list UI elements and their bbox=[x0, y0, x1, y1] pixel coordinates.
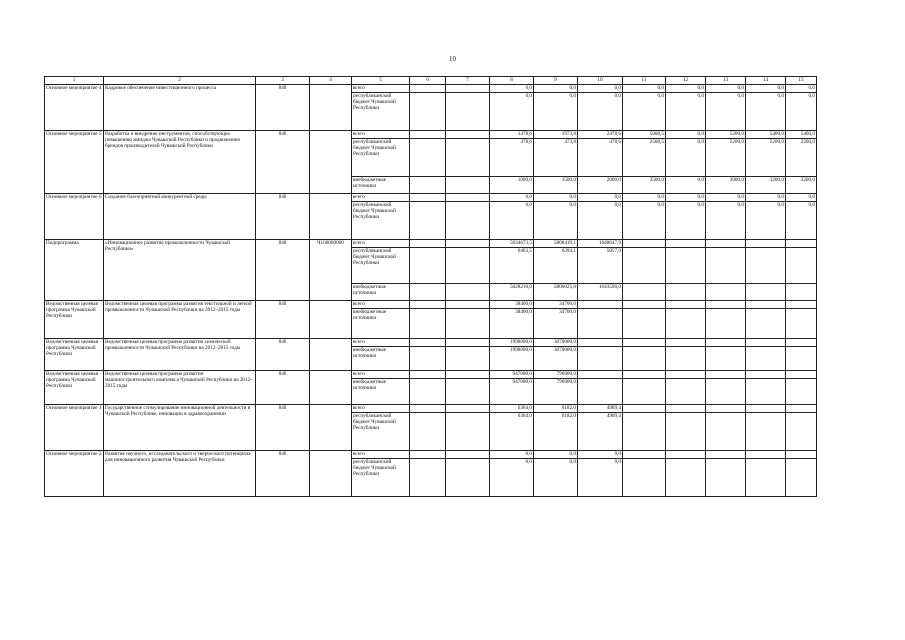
value-cell: 0,0 bbox=[666, 177, 706, 194]
value-cell: 0,0 bbox=[786, 194, 817, 202]
value-cell: 3070000,0 bbox=[534, 347, 578, 371]
status-cell: Ведомственная целевая программа Чувашской Республики bbox=[45, 339, 104, 371]
source-cell: внебюджетные источники bbox=[352, 379, 410, 405]
value-cell: 2200,0 bbox=[706, 139, 746, 177]
value-cell: 0,0 bbox=[578, 451, 623, 459]
value-cell: 0,0 bbox=[706, 85, 746, 93]
value-cell bbox=[666, 339, 706, 347]
code-cell bbox=[310, 371, 352, 405]
blank-cell bbox=[410, 248, 446, 284]
value-cell: 1648647,9 bbox=[578, 240, 623, 248]
value-cell: 6394,1 bbox=[534, 248, 578, 284]
blank-cell bbox=[410, 139, 446, 177]
value-cell bbox=[706, 309, 746, 339]
title-cell: Ведомственная целевая программа развития химической промышленности Чувашской Республики на 2012–2015 годы bbox=[104, 339, 256, 371]
value-cell: 0,0 bbox=[490, 85, 534, 93]
value-cell: 0,0 bbox=[746, 85, 786, 93]
value-cell bbox=[666, 301, 706, 309]
source-cell: республиканский бюджет Чувашской Республики bbox=[352, 248, 410, 284]
value-cell: 0,0 bbox=[666, 131, 706, 139]
value-cell bbox=[786, 240, 817, 248]
budget-table bbox=[44, 76, 817, 497]
value-cell bbox=[706, 284, 746, 301]
value-cell bbox=[623, 379, 666, 405]
grbs-cell: 840 bbox=[256, 194, 310, 240]
value-cell: 0,0 bbox=[706, 202, 746, 240]
table-row bbox=[45, 451, 817, 459]
source-cell: всего bbox=[352, 451, 410, 459]
source-cell: всего bbox=[352, 85, 410, 93]
blank-cell bbox=[410, 93, 446, 131]
value-cell: 0,0 bbox=[534, 85, 578, 93]
source-cell: внебюджетные источники bbox=[352, 284, 410, 301]
blank-cell bbox=[446, 413, 490, 451]
value-cell bbox=[746, 459, 786, 497]
blank-cell bbox=[446, 459, 490, 497]
value-cell bbox=[786, 413, 817, 451]
value-cell: 2478,6 bbox=[578, 131, 623, 139]
table-row bbox=[45, 194, 817, 202]
blank-cell bbox=[410, 284, 446, 301]
value-cell bbox=[746, 240, 786, 248]
value-cell bbox=[578, 347, 623, 371]
blank-cell bbox=[410, 379, 446, 405]
value-cell: 3200,0 bbox=[746, 177, 786, 194]
source-cell: всего bbox=[352, 405, 410, 413]
value-cell bbox=[623, 405, 666, 413]
value-cell: 0,0 bbox=[534, 451, 578, 459]
value-cell: 6182,0 bbox=[534, 413, 578, 451]
value-cell: 478,6 bbox=[578, 139, 623, 177]
grbs-cell: 840 bbox=[256, 301, 310, 339]
value-cell: 1000,0 bbox=[490, 177, 534, 194]
header-cell: 5 bbox=[352, 77, 410, 85]
value-cell: 0,0 bbox=[746, 93, 786, 131]
blank-cell bbox=[410, 405, 446, 413]
blank-cell bbox=[446, 339, 490, 347]
value-cell: 3200,0 bbox=[786, 177, 817, 194]
blank-cell bbox=[446, 248, 490, 284]
value-cell: 5000,5 bbox=[623, 131, 666, 139]
value-cell bbox=[786, 459, 817, 497]
value-cell bbox=[623, 339, 666, 347]
grbs-cell: 840 bbox=[256, 339, 310, 371]
value-cell bbox=[623, 451, 666, 459]
value-cell: 0,0 bbox=[490, 194, 534, 202]
title-cell: Разработка и внедрение инструментов, способствующих повышению имиджа Чувашской Республики и продвижению брендов производителей Чувашской Республики bbox=[104, 131, 256, 194]
value-cell: 0,0 bbox=[746, 202, 786, 240]
code-cell bbox=[310, 339, 352, 371]
blank-cell bbox=[446, 202, 490, 240]
code-cell bbox=[310, 451, 352, 497]
value-cell: 0,0 bbox=[786, 202, 817, 240]
blank-cell bbox=[410, 131, 446, 139]
value-cell bbox=[786, 339, 817, 347]
table-row bbox=[45, 405, 817, 413]
header-cell: 10 bbox=[578, 77, 623, 85]
blank-cell bbox=[446, 347, 490, 371]
blank-cell bbox=[410, 301, 446, 309]
blank-cell bbox=[446, 301, 490, 309]
value-cell bbox=[706, 459, 746, 497]
value-cell: 0,0 bbox=[534, 202, 578, 240]
blank-cell bbox=[410, 177, 446, 194]
value-cell: 34700,0 bbox=[534, 301, 578, 309]
source-cell: всего bbox=[352, 194, 410, 202]
value-cell bbox=[786, 405, 817, 413]
value-cell: 6364,0 bbox=[490, 405, 534, 413]
value-cell bbox=[706, 240, 746, 248]
table-row bbox=[45, 85, 817, 93]
value-cell bbox=[623, 248, 666, 284]
value-cell bbox=[706, 301, 746, 309]
value-cell bbox=[623, 347, 666, 371]
title-cell: Государственное стимулирование инновационной деятельности в Чувашской Республике, инновации в здравоохранении bbox=[104, 405, 256, 451]
blank-cell bbox=[446, 131, 490, 139]
value-cell bbox=[666, 240, 706, 248]
header-cell: 9 bbox=[534, 77, 578, 85]
grbs-cell: 840 bbox=[256, 131, 310, 194]
value-cell: 1643590,0 bbox=[578, 284, 623, 301]
value-cell: 6364,0 bbox=[490, 413, 534, 451]
value-cell bbox=[578, 339, 623, 347]
value-cell bbox=[786, 248, 817, 284]
header-cell: 6 bbox=[410, 77, 446, 85]
value-cell: 0,0 bbox=[578, 459, 623, 497]
value-cell: 0,0 bbox=[706, 93, 746, 131]
status-cell: Подпрограмма bbox=[45, 240, 104, 301]
source-cell: внебюджетные источники bbox=[352, 309, 410, 339]
header-cell: 3 bbox=[256, 77, 310, 85]
title-cell: Ведомственная целевая программа развития машиностроительного комплекса Чувашской Республики на 2012–2015 годы bbox=[104, 371, 256, 405]
table-body bbox=[45, 77, 817, 497]
value-cell: 0,0 bbox=[534, 194, 578, 202]
title-cell: «Инновационное развитие промышленности Чувашской Республики» bbox=[104, 240, 256, 301]
header-cell: 15 bbox=[786, 77, 817, 85]
status-cell: Основное мероприятие 6 bbox=[45, 194, 104, 240]
blank-cell bbox=[410, 240, 446, 248]
page-number: 10 bbox=[449, 55, 456, 63]
value-cell: 0,0 bbox=[666, 194, 706, 202]
value-cell: 0,0 bbox=[623, 85, 666, 93]
table-row bbox=[45, 339, 817, 347]
value-cell: 0,0 bbox=[623, 93, 666, 131]
value-cell: 0,0 bbox=[623, 194, 666, 202]
blank-cell bbox=[446, 371, 490, 379]
value-cell bbox=[623, 413, 666, 451]
value-cell bbox=[666, 248, 706, 284]
header-cell: 8 bbox=[490, 77, 534, 85]
value-cell: 5400,0 bbox=[746, 131, 786, 139]
source-cell: республиканский бюджет Чувашской Республики bbox=[352, 413, 410, 451]
value-cell: 0,0 bbox=[666, 93, 706, 131]
status-cell: Основное мероприятие 2 bbox=[45, 451, 104, 497]
blank-cell bbox=[410, 202, 446, 240]
code-cell bbox=[310, 85, 352, 131]
value-cell bbox=[786, 371, 817, 379]
value-cell: 6182,0 bbox=[534, 405, 578, 413]
value-cell: 0,0 bbox=[786, 85, 817, 93]
value-cell bbox=[578, 309, 623, 339]
value-cell: 0,0 bbox=[490, 459, 534, 497]
value-cell: 0,0 bbox=[490, 451, 534, 459]
value-cell: 38400,0 bbox=[490, 301, 534, 309]
code-cell bbox=[310, 131, 352, 194]
blank-cell bbox=[446, 240, 490, 248]
value-cell bbox=[746, 284, 786, 301]
title-cell: Ведомственная целевая программа развития текстильной и легкой промышленности Чувашской Республики на 2012–2015 годы bbox=[104, 301, 256, 339]
value-cell: 2000,0 bbox=[578, 177, 623, 194]
header-cell: 1 bbox=[45, 77, 104, 85]
status-cell: Основное мероприятие 1 bbox=[45, 405, 104, 451]
value-cell: 0,0 bbox=[578, 194, 623, 202]
header-cell: 11 bbox=[623, 77, 666, 85]
value-cell: 1973,8 bbox=[534, 131, 578, 139]
source-cell: всего bbox=[352, 371, 410, 379]
header-cell: 7 bbox=[446, 77, 490, 85]
source-cell: республиканский бюджет Чувашской Республики bbox=[352, 93, 410, 131]
value-cell bbox=[623, 459, 666, 497]
value-cell: 0,0 bbox=[666, 202, 706, 240]
value-cell: 3070000,0 bbox=[534, 339, 578, 347]
value-cell bbox=[706, 405, 746, 413]
blank-cell bbox=[446, 309, 490, 339]
table-row bbox=[45, 240, 817, 248]
value-cell bbox=[706, 339, 746, 347]
value-cell bbox=[746, 371, 786, 379]
code-cell bbox=[310, 405, 352, 451]
title-cell: Кадровое обеспечение инвестиционного процесса bbox=[104, 85, 256, 131]
value-cell: 796900,0 bbox=[534, 371, 578, 379]
value-cell bbox=[746, 301, 786, 309]
value-cell: 0,0 bbox=[490, 202, 534, 240]
value-cell: 6463,5 bbox=[490, 248, 534, 284]
blank-cell bbox=[410, 85, 446, 93]
value-cell bbox=[746, 405, 786, 413]
value-cell bbox=[746, 413, 786, 451]
blank-cell bbox=[446, 284, 490, 301]
value-cell: 1998090,0 bbox=[490, 339, 534, 347]
value-cell: 478,6 bbox=[490, 139, 534, 177]
value-cell bbox=[786, 309, 817, 339]
value-cell bbox=[623, 240, 666, 248]
value-cell bbox=[666, 451, 706, 459]
value-cell bbox=[706, 379, 746, 405]
value-cell bbox=[746, 379, 786, 405]
value-cell bbox=[746, 248, 786, 284]
value-cell bbox=[623, 371, 666, 379]
value-cell bbox=[786, 347, 817, 371]
blank-cell bbox=[446, 194, 490, 202]
value-cell: 0,0 bbox=[666, 139, 706, 177]
blank-cell bbox=[410, 371, 446, 379]
value-cell: 5800025,0 bbox=[534, 284, 578, 301]
value-cell bbox=[666, 371, 706, 379]
source-cell: внебюджетные источники bbox=[352, 177, 410, 194]
table-row bbox=[45, 131, 817, 139]
value-cell bbox=[578, 301, 623, 309]
value-cell bbox=[578, 371, 623, 379]
value-cell bbox=[706, 347, 746, 371]
value-cell: 0,0 bbox=[786, 93, 817, 131]
value-cell bbox=[666, 459, 706, 497]
source-cell: всего bbox=[352, 131, 410, 139]
code-cell bbox=[310, 301, 352, 339]
value-cell: 1478,6 bbox=[490, 131, 534, 139]
value-cell bbox=[666, 347, 706, 371]
grbs-cell: 840 bbox=[256, 405, 310, 451]
value-cell: 3000,0 bbox=[706, 177, 746, 194]
value-cell bbox=[786, 301, 817, 309]
blank-cell bbox=[446, 139, 490, 177]
grbs-cell: 840 bbox=[256, 371, 310, 405]
status-cell: Основное мероприятие 4 bbox=[45, 85, 104, 131]
value-cell: 34700,0 bbox=[534, 309, 578, 339]
value-cell bbox=[746, 451, 786, 459]
status-cell: Ведомственная целевая программа Чувашской Республики bbox=[45, 371, 104, 405]
value-cell: 5806419,1 bbox=[534, 240, 578, 248]
header-cell: 12 bbox=[666, 77, 706, 85]
source-cell: всего bbox=[352, 339, 410, 347]
header-cell: 13 bbox=[706, 77, 746, 85]
title-cell: Развитие научного, исследовательского и творческого потенциала для инновационного развития Чувашской Республики bbox=[104, 451, 256, 497]
value-cell: 947000,0 bbox=[490, 379, 534, 405]
value-cell bbox=[706, 248, 746, 284]
value-cell bbox=[706, 371, 746, 379]
header-row bbox=[45, 77, 817, 85]
value-cell bbox=[786, 451, 817, 459]
value-cell bbox=[666, 284, 706, 301]
value-cell: 0,0 bbox=[534, 459, 578, 497]
value-cell bbox=[706, 413, 746, 451]
blank-cell bbox=[446, 177, 490, 194]
blank-cell bbox=[446, 451, 490, 459]
value-cell bbox=[746, 339, 786, 347]
value-cell bbox=[623, 301, 666, 309]
code-cell bbox=[310, 194, 352, 240]
value-cell bbox=[666, 405, 706, 413]
status-cell: Основное мероприятие 5 bbox=[45, 131, 104, 194]
value-cell: 1998090,0 bbox=[490, 347, 534, 371]
value-cell bbox=[623, 309, 666, 339]
blank-cell bbox=[410, 459, 446, 497]
value-cell: 5400,0 bbox=[786, 131, 817, 139]
blank-cell bbox=[410, 413, 446, 451]
value-cell: 5628210,0 bbox=[490, 284, 534, 301]
value-cell: 473,8 bbox=[534, 139, 578, 177]
value-cell: 0,0 bbox=[578, 202, 623, 240]
value-cell: 5200,0 bbox=[706, 131, 746, 139]
value-cell: 0,0 bbox=[490, 93, 534, 131]
value-cell bbox=[666, 413, 706, 451]
grbs-cell: 840 bbox=[256, 451, 310, 497]
blank-cell bbox=[446, 405, 490, 413]
value-cell bbox=[666, 379, 706, 405]
value-cell: 2500,5 bbox=[623, 139, 666, 177]
source-cell: всего bbox=[352, 301, 410, 309]
value-cell: 2500,0 bbox=[623, 177, 666, 194]
blank-cell bbox=[410, 339, 446, 347]
value-cell: 0,0 bbox=[706, 194, 746, 202]
grbs-cell: 840 bbox=[256, 240, 310, 301]
value-cell: 2200,0 bbox=[746, 139, 786, 177]
value-cell: 1500,0 bbox=[534, 177, 578, 194]
source-cell: республиканский бюджет Чувашской Республики bbox=[352, 139, 410, 177]
source-cell: всего bbox=[352, 240, 410, 248]
blank-cell bbox=[410, 347, 446, 371]
code-cell: Ч160000000 bbox=[310, 240, 352, 301]
title-cell: Создание благоприятной конкурентной среды bbox=[104, 194, 256, 240]
blank-cell bbox=[446, 93, 490, 131]
value-cell: 38400,0 bbox=[490, 309, 534, 339]
grbs-cell: 840 bbox=[256, 85, 310, 131]
blank-cell bbox=[410, 309, 446, 339]
value-cell: 0,0 bbox=[578, 93, 623, 131]
value-cell: 947000,0 bbox=[490, 371, 534, 379]
value-cell bbox=[623, 284, 666, 301]
value-cell: 0,0 bbox=[534, 93, 578, 131]
value-cell: 0,0 bbox=[746, 194, 786, 202]
blank-cell bbox=[410, 451, 446, 459]
header-cell: 4 bbox=[310, 77, 352, 85]
source-cell: внебюджетные источники bbox=[352, 347, 410, 371]
value-cell bbox=[578, 379, 623, 405]
value-cell: 5057,9 bbox=[578, 248, 623, 284]
table-row bbox=[45, 371, 817, 379]
value-cell bbox=[786, 379, 817, 405]
header-cell: 2 bbox=[104, 77, 256, 85]
value-cell bbox=[666, 309, 706, 339]
blank-cell bbox=[410, 194, 446, 202]
value-cell: 2200,0 bbox=[786, 139, 817, 177]
header-cell: 14 bbox=[746, 77, 786, 85]
value-cell: 5634673,5 bbox=[490, 240, 534, 248]
value-cell bbox=[746, 347, 786, 371]
value-cell: 4909,4 bbox=[578, 413, 623, 451]
status-cell: Ведомственная целевая программа Чувашской Республики bbox=[45, 301, 104, 339]
value-cell bbox=[706, 451, 746, 459]
value-cell: 0,0 bbox=[666, 85, 706, 93]
value-cell: 0,0 bbox=[578, 85, 623, 93]
blank-cell bbox=[446, 85, 490, 93]
value-cell: 0,0 bbox=[623, 202, 666, 240]
value-cell: 796900,0 bbox=[534, 379, 578, 405]
value-cell: 4909,4 bbox=[578, 405, 623, 413]
table-row bbox=[45, 301, 817, 309]
value-cell bbox=[786, 284, 817, 301]
source-cell: республиканский бюджет Чувашской Республики bbox=[352, 459, 410, 497]
value-cell bbox=[746, 309, 786, 339]
blank-cell bbox=[446, 379, 490, 405]
source-cell: республиканский бюджет Чувашской Республики bbox=[352, 202, 410, 240]
